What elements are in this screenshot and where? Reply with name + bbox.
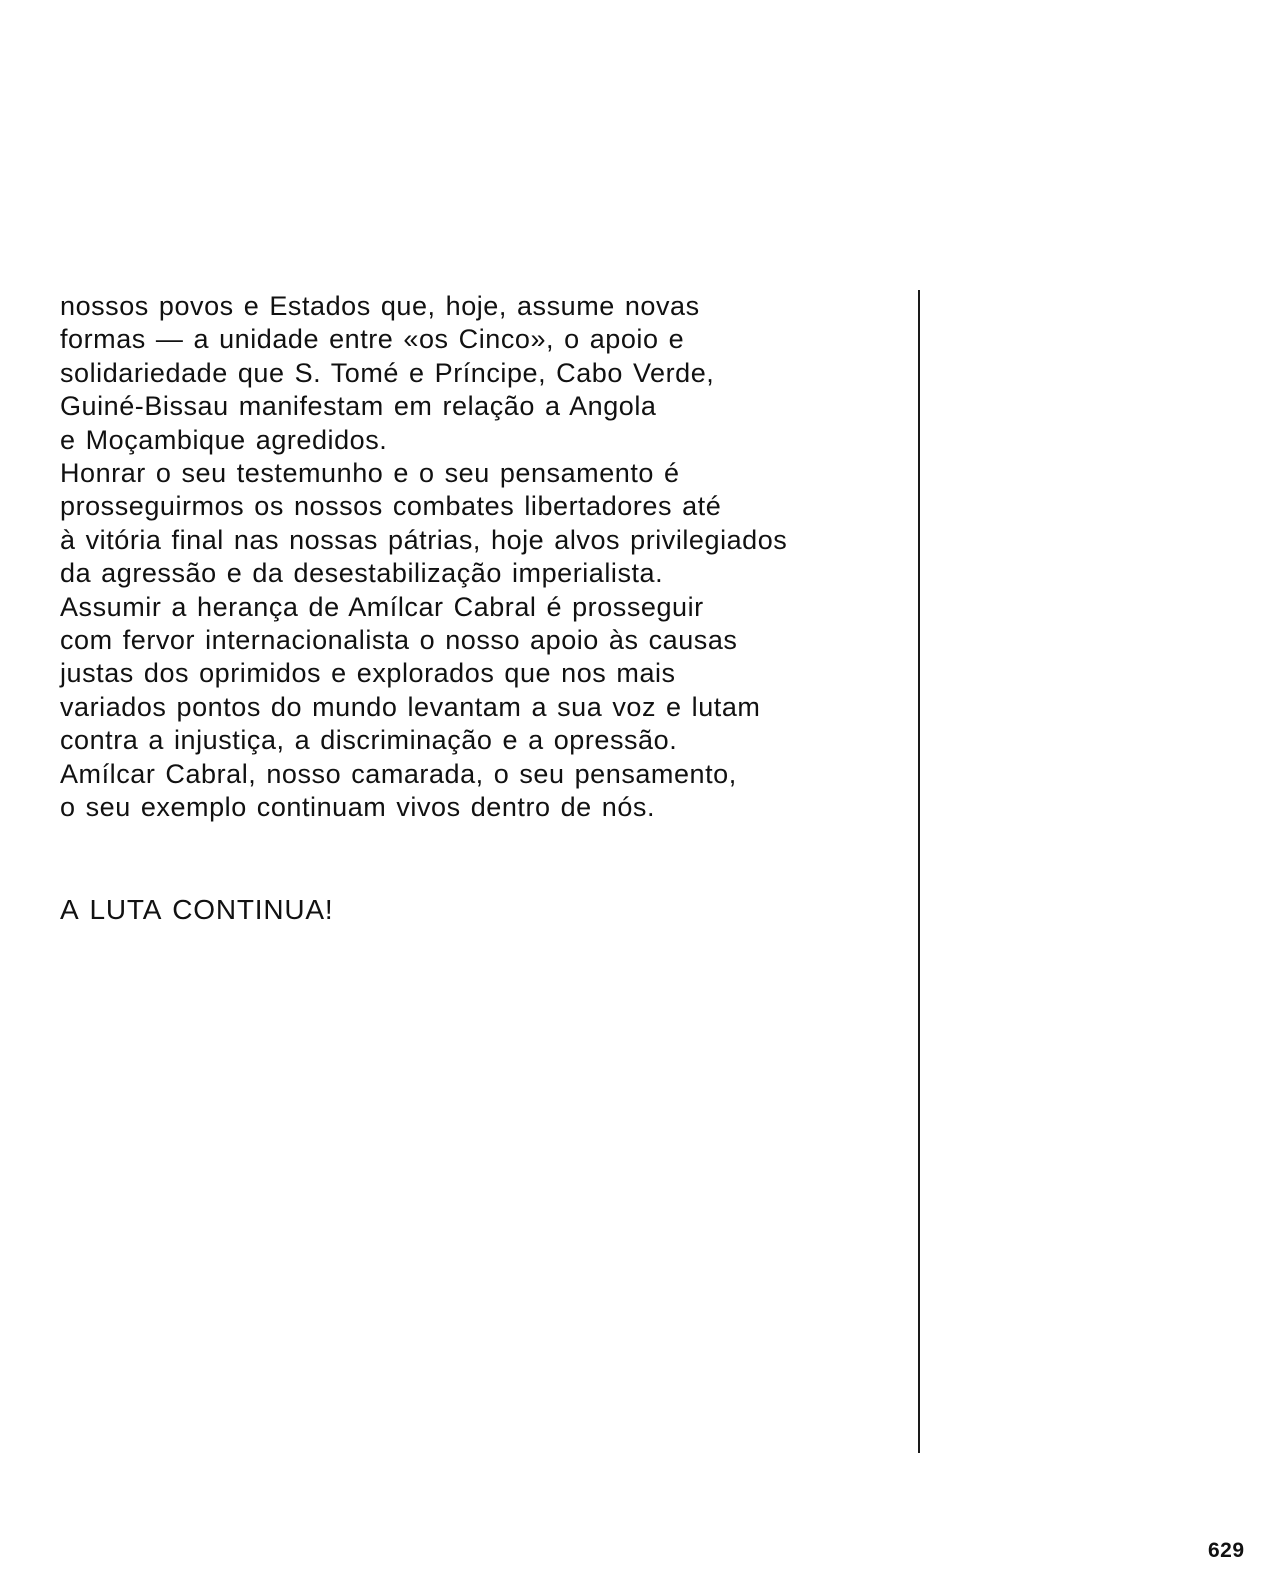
body-line: à vitória final nas nossas pátrias, hoje alvos privilegiados	[60, 524, 788, 555]
body-line: Honrar o seu testemunho e o seu pensamento é	[60, 458, 680, 489]
body-line: formas — a unidade entre «os Cinco», o apoio e	[60, 324, 685, 355]
body-line: Assumir a herança de Amílcar Cabral é prosseguir	[60, 591, 704, 622]
body-line: o seu exemplo continuam vivos dentro de nós.	[60, 792, 656, 823]
body-line: Amílcar Cabral, nosso camarada, o seu pensamento,	[60, 758, 737, 789]
body-line: e Moçambique agredidos.	[60, 424, 388, 455]
body-line: Guiné-Bissau manifestam em relação a Angola	[60, 391, 657, 422]
body-text	[60, 290, 910, 825]
body-line: solidariedade que S. Tomé e Príncipe, Cabo Verde,	[60, 357, 715, 388]
body-line: prosseguirmos os nossos combates libertadores até	[60, 491, 722, 522]
page-number: 629	[1208, 1539, 1245, 1562]
closing-slogan: A LUTA CONTINUA!	[60, 894, 334, 925]
body-line: justas dos oprimidos e explorados que nos mais	[60, 658, 676, 689]
body-line: contra a injustiça, a discriminação e a opressão.	[60, 725, 678, 756]
body-line: variados pontos do mundo levantam a sua voz e lutam	[60, 691, 761, 722]
body-line: nossos povos e Estados que, hoje, assume novas	[60, 291, 700, 321]
body-line: com fervor internacionalista o nosso apoio às causas	[60, 625, 738, 656]
vertical-rule	[918, 290, 920, 1453]
body-line: da agressão e da desestabilização imperialista.	[60, 558, 664, 589]
